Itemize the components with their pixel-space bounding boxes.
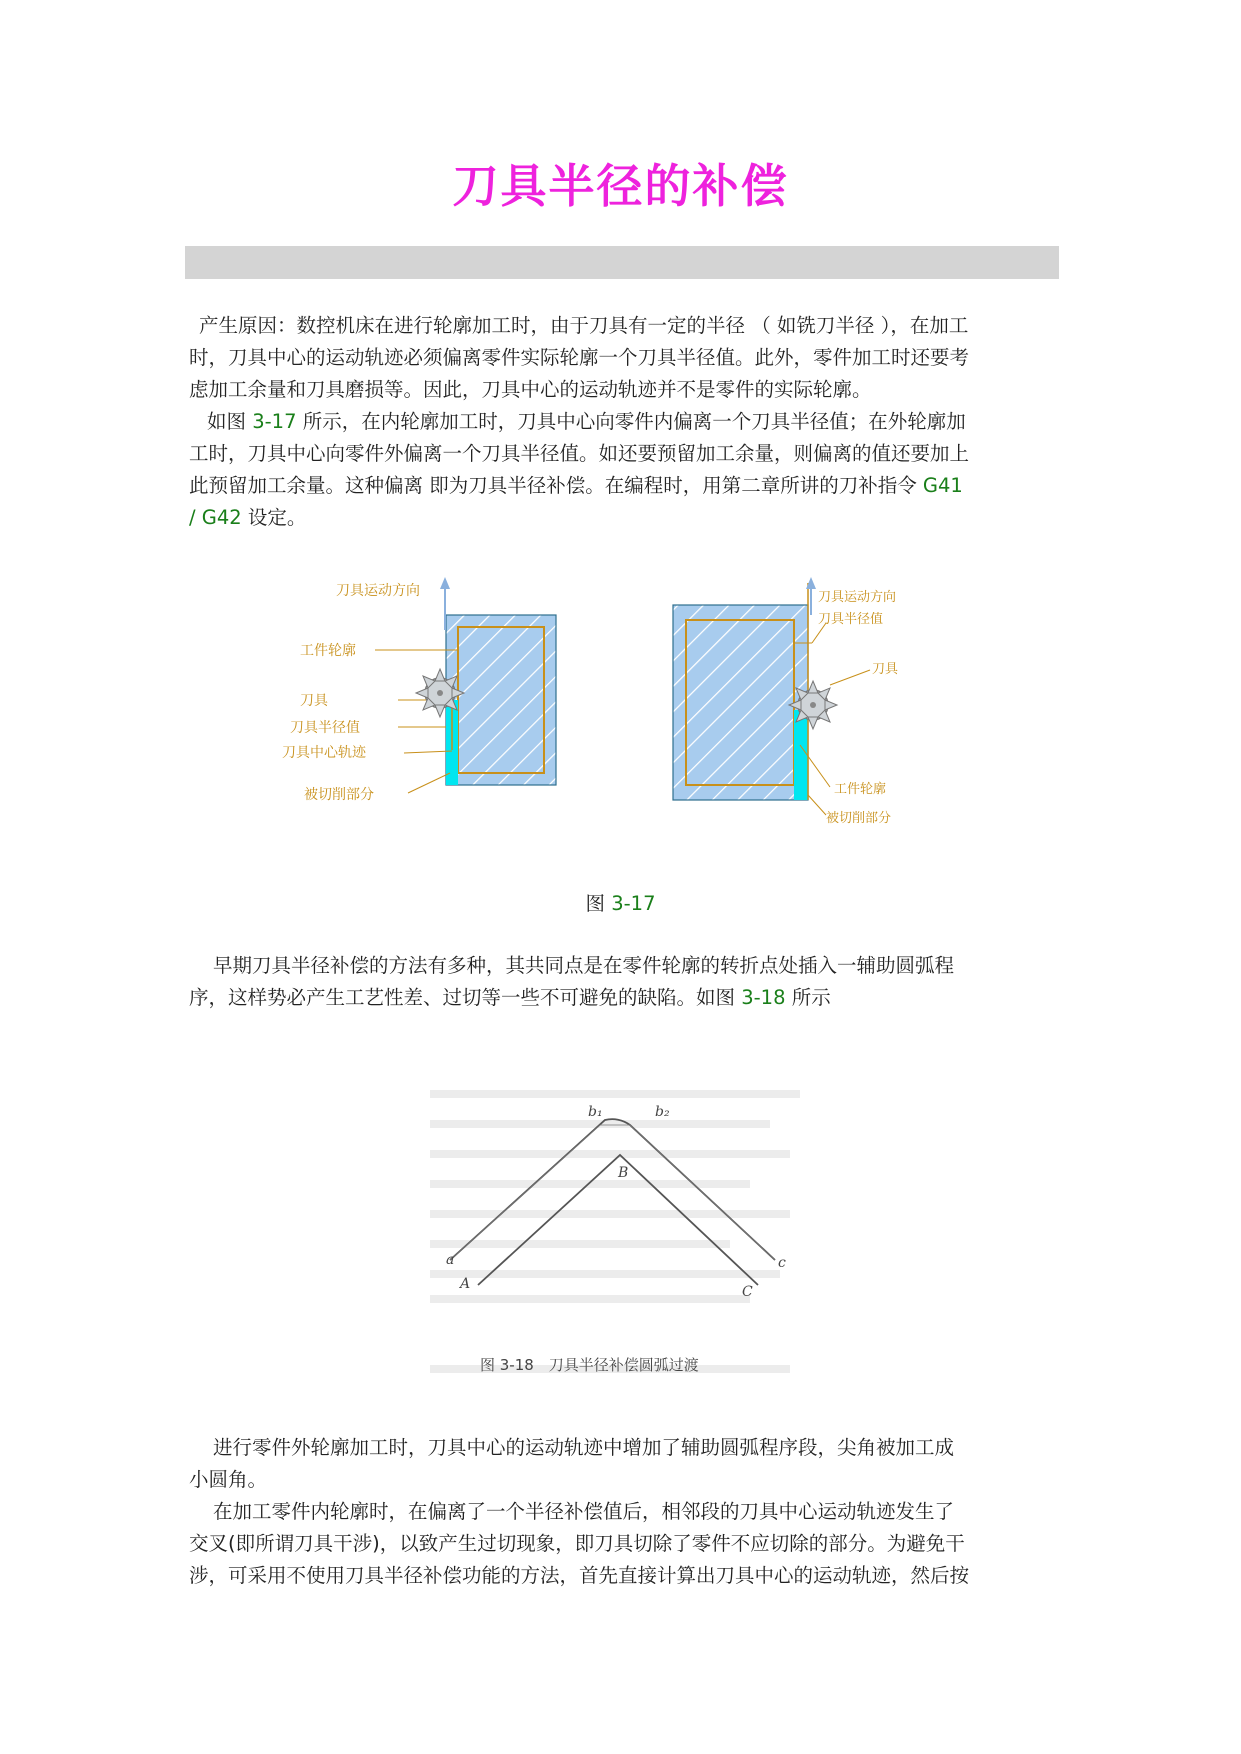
- leader-line: [404, 751, 452, 753]
- cut-portion: [794, 710, 808, 800]
- label-tool-radius: 刀具半径值: [290, 720, 360, 736]
- leader-line: [808, 795, 826, 815]
- gcode-ref: G42: [201, 506, 242, 529]
- slash-separator: /: [189, 506, 196, 529]
- paragraph-fig317-desc: [189, 406, 1069, 534]
- figure-ref: 3-18: [741, 986, 786, 1009]
- cutter-gear-icon: [416, 669, 464, 717]
- paragraph-line: 在加工零件内轮廓时，在偏离了一个半径补偿值后，相邻段的刀具中心运动轨迹发生了: [213, 1500, 955, 1523]
- paragraph-line: 小圆角。: [189, 1468, 268, 1491]
- label-workpiece-contour: 工件轮廓: [834, 782, 887, 797]
- point-label-b1: b₁: [588, 1104, 603, 1120]
- header-divider-bar: [185, 246, 1059, 279]
- offset-path-with-arc: [450, 1119, 775, 1260]
- point-label-b2: b₂: [655, 1104, 670, 1120]
- workpiece-block: [446, 615, 556, 785]
- point-label-C: C: [742, 1284, 753, 1300]
- figure-ref: 3-17: [611, 892, 656, 915]
- label-tool-radius: 刀具半径值: [818, 612, 884, 627]
- label-tool-center-path: 刀具中心轨迹: [282, 745, 366, 761]
- paragraph-text: 序，这样势必产生工艺性差、过切等一些不可避免的缺陷。如图: [189, 986, 736, 1009]
- paragraph-outer-contour: [189, 1432, 1069, 1496]
- extended-path: [450, 1125, 775, 1260]
- gcode-ref: G41: [922, 474, 963, 497]
- paragraph-line: 交叉(即所谓刀具干涉)，以致产生过切现象，即刀具切除了零件不应切除的部分。为避免干: [189, 1532, 965, 1555]
- paragraph-line: 工时，刀具中心向零件外偏离一个刀具半径值。如还要预留加工余量，则偏离的值还要加上: [189, 442, 970, 465]
- figure-3-17-caption: [0, 888, 1241, 916]
- leader-line: [830, 670, 870, 685]
- label-cut-portion: 被切削部分: [304, 787, 374, 803]
- paragraph-text: 如图: [207, 410, 247, 433]
- figure-3-17: [282, 575, 940, 845]
- point-label-a: a: [446, 1252, 455, 1268]
- caption-prefix: 图: [585, 892, 606, 915]
- cutter-gear-icon: [789, 681, 837, 729]
- figure-inner-contour: [282, 577, 556, 803]
- label-cutter: 刀具: [300, 693, 328, 709]
- paragraph-line: 产生原因：数控机床在进行轮廓加工时，由于刀具有一定的半径 （ 如铣刀半径 ），在加工: [199, 314, 969, 337]
- paragraph-line: 涉，可采用不使用刀具半径补偿功能的方法，首先直接计算出刀具中心的运动轨迹，然后按: [189, 1564, 970, 1587]
- paragraph-text: 所示: [791, 986, 831, 1009]
- paragraph-text: 设定。: [247, 506, 307, 529]
- label-workpiece-contour: 工件轮廓: [300, 643, 356, 659]
- point-label-B: B: [618, 1165, 629, 1181]
- up-arrow-icon: [440, 577, 450, 589]
- figure-ref: 3-17: [252, 410, 297, 433]
- paragraph-early-methods: [189, 950, 1069, 1014]
- point-label-A: A: [460, 1276, 471, 1292]
- paragraph-line: 进行零件外轮廓加工时，刀具中心的运动轨迹中增加了辅助圆弧程序段，尖角被加工成: [213, 1436, 955, 1459]
- label-motion-direction: 刀具运动方向: [818, 590, 897, 605]
- page-title: 刀具半径的补偿: [452, 159, 789, 213]
- point-label-c: c: [778, 1255, 786, 1271]
- leader-line: [408, 773, 450, 793]
- paragraph-line: 虑加工余量和刀具磨损等。因此，刀具中心的运动轨迹并不是零件的实际轮廓。: [189, 378, 872, 401]
- paragraph-line: 时，刀具中心的运动轨迹必须偏离零件实际轮廓一个刀具半径值。此外，零件加工时还要考: [189, 346, 970, 369]
- label-cut-portion: 被切削部分: [826, 811, 892, 826]
- figure-3-18-caption: 图 3-18 刀具半径补偿圆弧过渡: [480, 1356, 699, 1374]
- label-motion-direction: 刀具运动方向: [336, 583, 420, 599]
- paragraph-text: 此预留加工余量。这种偏离 即为刀具半径补偿。在编程时，用第二章所讲的刀补指令: [189, 474, 917, 497]
- paragraph-line: 早期刀具半径补偿的方法有多种，其共同点是在零件轮廓的转折点处插入一辅助圆弧程: [213, 954, 955, 977]
- figure-outer-contour: [673, 577, 899, 826]
- figure-3-18: [420, 1070, 820, 1400]
- paragraph-cause: [189, 310, 1069, 406]
- label-cutter: 刀具: [872, 662, 899, 677]
- workpiece-block: [673, 605, 808, 800]
- paragraph-inner-contour: [189, 1496, 1069, 1592]
- paragraph-text: 所示，在内轮廓加工时，刀具中心向零件内偏离一个刀具半径值；在外轮廓加: [302, 410, 966, 433]
